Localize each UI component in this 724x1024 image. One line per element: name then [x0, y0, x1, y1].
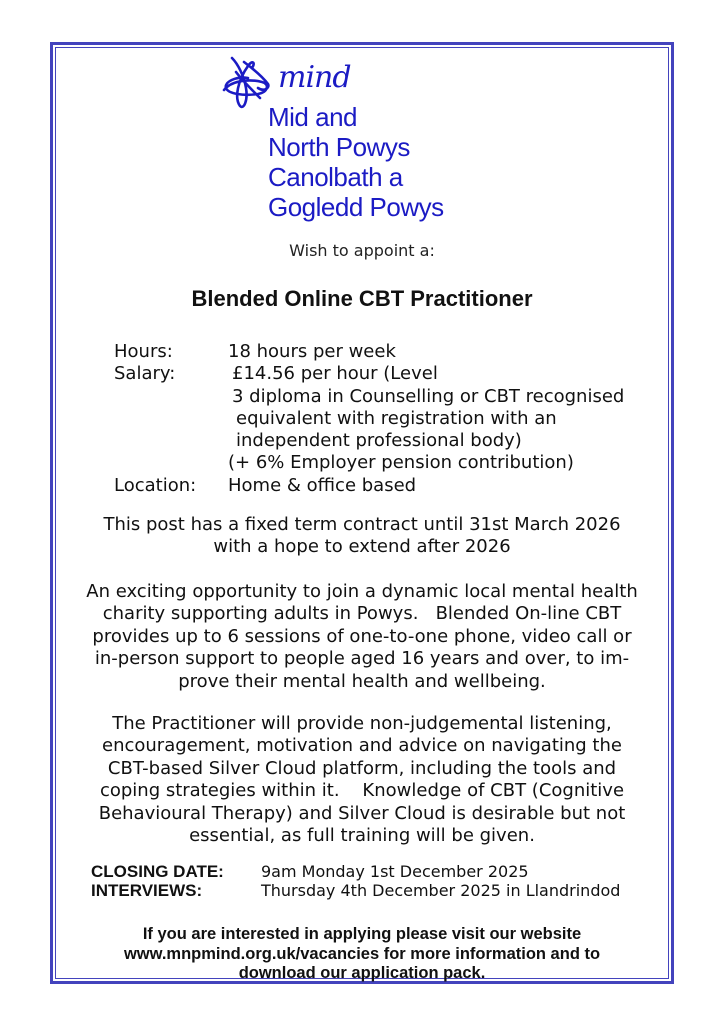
detail-label [114, 430, 228, 452]
paragraph-line: The Practitioner will provide non-judgemental listening, [112, 713, 612, 734]
key-dates [91, 863, 620, 900]
detail-row-salary-cont [114, 408, 624, 430]
detail-row-salary [114, 363, 624, 385]
logo-text [268, 102, 444, 222]
paragraph-line: in-person support to people aged 16 years and over, to im- [94, 648, 630, 670]
detail-value: equivalent with registration with an [236, 407, 557, 429]
paragraph-line: This post has a fixed term contract until 31st March 2026 [103, 514, 621, 535]
detail-label [114, 452, 228, 474]
closing-date-value: 9am Monday 1st December 2025 [261, 862, 529, 881]
closing-date-label: CLOSING DATE: [91, 862, 224, 881]
paragraph-line: Behavioural Therapy) and Silver Cloud is desirable but not [98, 802, 626, 824]
logo-line: Canolbath a [268, 162, 403, 192]
logo-line: Gogledd Powys [268, 192, 444, 222]
interviews-value: Thursday 4th December 2025 in Llandrindod [261, 880, 621, 900]
paragraph-line: An exciting opportunity to join a dynamic local mental health [86, 581, 638, 602]
detail-value: independent professional body) [236, 430, 522, 452]
paragraph-line: CBT-based Silver Cloud platform, including the tools and [107, 757, 617, 779]
logo-line: Mid and [268, 102, 357, 132]
contract-paragraph [52, 514, 672, 559]
paragraph-line: with a hope to extend after 2026 [213, 536, 511, 558]
detail-row-pension [114, 452, 624, 474]
detail-value: £14.56 per hour (Level [232, 363, 438, 385]
detail-label: Location: [114, 474, 197, 496]
description-paragraph [52, 581, 672, 693]
detail-row-location [114, 475, 624, 497]
paragraph-line: encouragement, motivation and advice on navigating the [102, 735, 622, 757]
detail-row-salary-cont [114, 430, 624, 452]
detail-value: Home & office based [228, 474, 417, 496]
closing-date-row [91, 863, 620, 882]
paragraph-line: prove their mental health and wellbeing. [178, 670, 546, 692]
paragraph-line: coping strategies within it. Knowledge of CBT (Cognitive [99, 780, 625, 802]
apply-line: download our application pack. [238, 964, 486, 982]
interviews-row [91, 882, 620, 901]
apply-line: If you are interested in applying please visit our website [142, 925, 582, 943]
detail-value: 18 hours per week [228, 341, 396, 362]
apply-instructions [52, 925, 672, 984]
apply-line-website: www.mnpmind.org.uk/vacancies for more information and to [123, 944, 601, 963]
detail-label [114, 386, 228, 408]
job-title: Blended Online CBT Practitioner [191, 286, 533, 311]
paragraph-line: provides up to 6 sessions of one-to-one phone, video call or [92, 625, 632, 647]
detail-row-hours [114, 341, 624, 363]
role-paragraph [52, 713, 672, 847]
paragraph-line: essential, as full training will be given. [189, 825, 535, 847]
intro-text: Wish to appoint a: [289, 241, 435, 260]
detail-label [114, 408, 228, 430]
detail-value: 3 diploma in Counselling or CBT recognised [232, 385, 625, 407]
mind-logo [222, 54, 482, 224]
detail-value: (+ 6% Employer pension contribution) [228, 452, 574, 474]
logo-wordmark: mind [278, 60, 351, 95]
detail-row-salary-cont [114, 386, 624, 408]
detail-label: Hours: [114, 341, 173, 362]
interviews-label: INTERVIEWS: [91, 880, 203, 900]
logo-line: North Powys [268, 132, 410, 162]
detail-label: Salary: [114, 363, 176, 385]
job-details [114, 341, 624, 497]
paragraph-line: charity supporting adults in Powys. Blended On-line CBT [102, 603, 622, 625]
